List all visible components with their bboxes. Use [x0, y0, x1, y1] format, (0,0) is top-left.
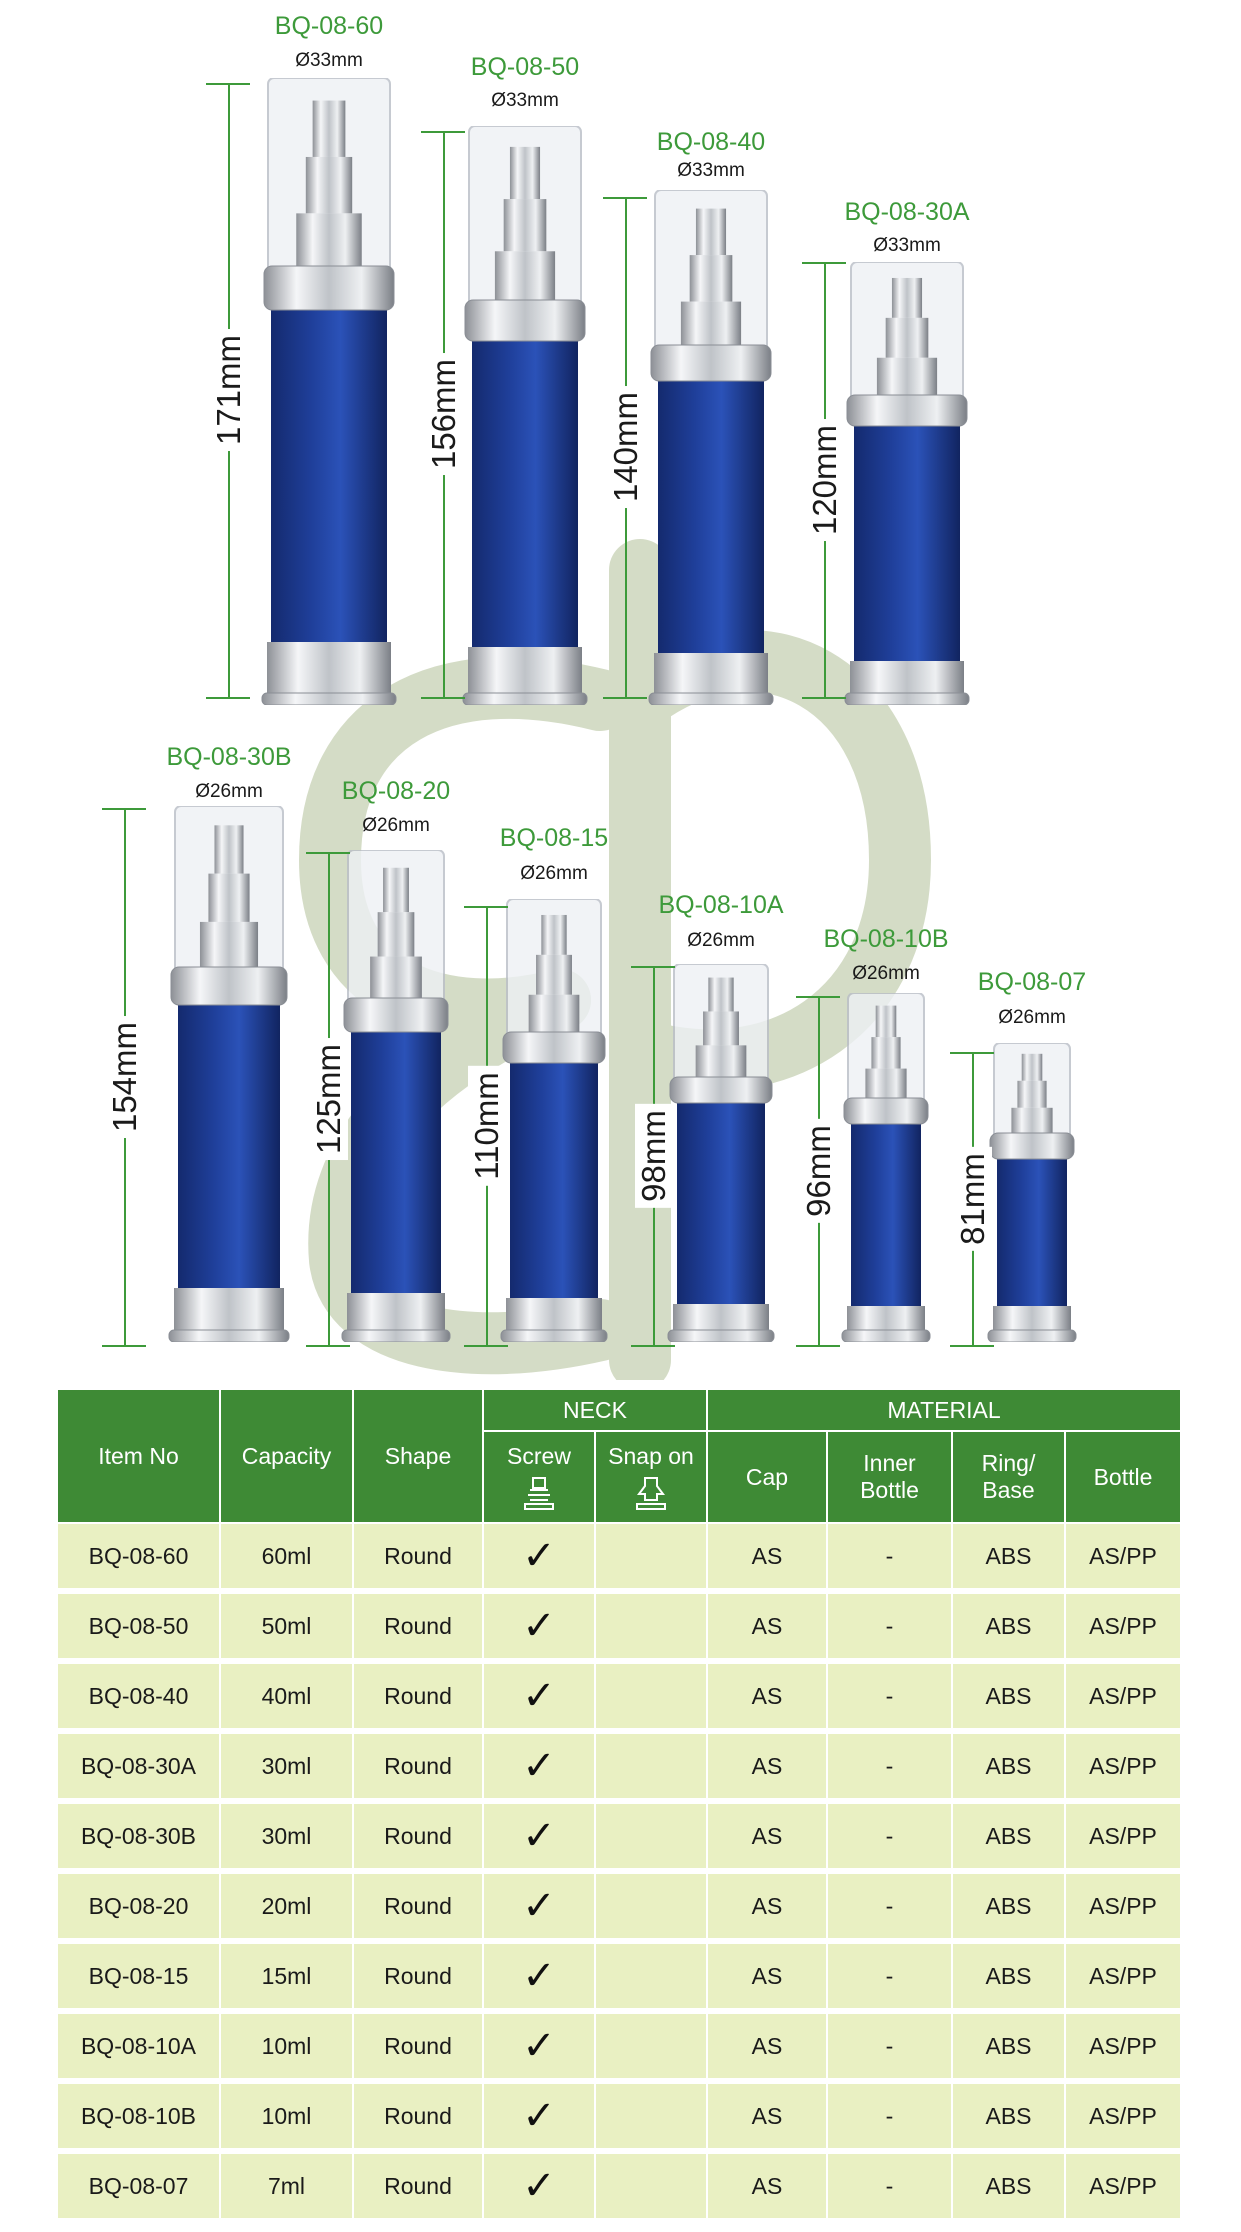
bottle-code-label: BQ-08-40: [656, 128, 766, 156]
height-dimension-tick: [950, 1345, 994, 1347]
cell-capacity: 30ml: [221, 1734, 354, 1804]
cell-screw: [484, 2084, 596, 2154]
cell-screw: [484, 2154, 596, 2224]
check-mark-icon: ✓: [522, 1883, 556, 1929]
height-dimension-tick: [802, 697, 846, 699]
cell-item-no: BQ-08-40: [58, 1664, 221, 1734]
bottle-code-label: BQ-08-20: [341, 777, 451, 805]
cell-ring-base: ABS: [953, 1594, 1066, 1664]
height-dimension-tick: [306, 1345, 350, 1347]
header-cap: Cap: [708, 1432, 828, 1524]
check-mark-icon: ✓: [522, 1953, 556, 1999]
cell-snap-on: [596, 2014, 708, 2084]
cell-snap-on: [596, 1594, 708, 1664]
cell-capacity: 15ml: [221, 1944, 354, 2014]
cell-snap-on: [596, 2154, 708, 2224]
height-dimension-tick: [464, 1345, 508, 1347]
cell-cap: AS: [708, 1734, 828, 1804]
header-bottle: Bottle: [1066, 1432, 1180, 1524]
cell-screw: [484, 1734, 596, 1804]
header-capacity: Capacity: [221, 1390, 354, 1524]
cell-bottle: AS/PP: [1066, 1944, 1180, 2014]
bottle-diameter-label: Ø33mm: [295, 50, 363, 71]
cell-item-no: BQ-08-20: [58, 1874, 221, 1944]
height-dimension-tick: [421, 131, 465, 133]
check-mark-icon: ✓: [522, 2093, 556, 2139]
bottle-height-label: 171mm: [210, 329, 248, 451]
height-dimension-tick: [631, 1345, 675, 1347]
bottle-code-label: BQ-08-50: [470, 53, 580, 81]
check-mark-icon: ✓: [522, 1673, 556, 1719]
cell-inner-bottle: -: [828, 2084, 953, 2154]
bottle-height-label: 96mm: [800, 1119, 838, 1223]
bottle-diameter-label: Ø33mm: [873, 235, 941, 256]
bottle-height-label: 110mm: [468, 1066, 506, 1186]
cell-cap: AS: [708, 2084, 828, 2154]
table-row: [58, 2084, 1180, 2154]
bottle-height-label: 81mm: [954, 1147, 992, 1251]
cell-capacity: 50ml: [221, 1594, 354, 1664]
cell-inner-bottle: -: [828, 1874, 953, 1944]
height-dimension-tick: [603, 197, 647, 199]
check-mark-icon: ✓: [522, 1533, 556, 1579]
check-mark-icon: ✓: [522, 1603, 556, 1649]
cell-screw: [484, 1944, 596, 2014]
bottle-height-label: 125mm: [310, 1037, 348, 1159]
cell-cap: AS: [708, 1874, 828, 1944]
cell-cap: AS: [708, 1804, 828, 1874]
cell-item-no: BQ-08-50: [58, 1594, 221, 1664]
cell-bottle: AS/PP: [1066, 1524, 1180, 1594]
spec-table-body: [58, 1524, 1180, 2224]
header-screw-label: Screw: [507, 1442, 571, 1469]
height-dimension-tick: [796, 1345, 840, 1347]
screw-neck-icon: [522, 1474, 556, 1512]
cell-snap-on: [596, 1804, 708, 1874]
height-dimension-tick: [102, 1345, 146, 1347]
cell-inner-bottle: -: [828, 2014, 953, 2084]
cell-inner-bottle: -: [828, 1804, 953, 1874]
check-mark-icon: ✓: [522, 1743, 556, 1789]
bottle-illustration: [843, 262, 971, 710]
cell-capacity: 7ml: [221, 2154, 354, 2224]
cell-bottle: AS/PP: [1066, 2154, 1180, 2224]
table-row: [58, 2014, 1180, 2084]
cell-snap-on: [596, 2084, 708, 2154]
height-dimension-tick: [464, 906, 508, 908]
bottle-diameter-label: Ø26mm: [362, 815, 430, 836]
bottle-height-label: 140mm: [607, 386, 645, 508]
bottle-illustration: [986, 1043, 1078, 1347]
spec-table: [58, 1390, 1180, 2224]
cell-screw: [484, 1664, 596, 1734]
cell-ring-base: ABS: [953, 1734, 1066, 1804]
bottle-height-label: 154mm: [106, 1015, 144, 1137]
table-row: [58, 1944, 1180, 2014]
cell-bottle: AS/PP: [1066, 1664, 1180, 1734]
cell-capacity: 30ml: [221, 1804, 354, 1874]
cell-cap: AS: [708, 1664, 828, 1734]
bottle-code-label: BQ-08-30B: [166, 743, 292, 771]
height-dimension-tick: [796, 996, 840, 998]
cell-screw: [484, 2014, 596, 2084]
cell-cap: AS: [708, 1524, 828, 1594]
cell-inner-bottle: -: [828, 1944, 953, 2014]
bottle-illustration: [499, 899, 609, 1347]
cell-capacity: 10ml: [221, 2084, 354, 2154]
bottle-height-label: 156mm: [425, 353, 463, 475]
table-row: [58, 1874, 1180, 1944]
cell-bottle: AS/PP: [1066, 2084, 1180, 2154]
snap-neck-icon: [634, 1474, 668, 1512]
cell-cap: AS: [708, 2014, 828, 2084]
header-material: MATERIAL: [708, 1390, 1180, 1432]
cell-cap: AS: [708, 1944, 828, 2014]
table-row: [58, 1664, 1180, 1734]
bottle-diameter-label: Ø26mm: [998, 1007, 1066, 1028]
cell-capacity: 40ml: [221, 1664, 354, 1734]
cell-item-no: BQ-08-30B: [58, 1804, 221, 1874]
cell-screw: [484, 1524, 596, 1594]
bottle-diameter-label: Ø33mm: [677, 160, 745, 181]
bottle-code-label: BQ-08-60: [274, 12, 384, 40]
bottle-code-label: BQ-08-30A: [844, 198, 970, 226]
header-ring-base: Ring/ Base: [953, 1432, 1066, 1524]
cell-inner-bottle: -: [828, 1734, 953, 1804]
cell-bottle: AS/PP: [1066, 1804, 1180, 1874]
height-dimension-tick: [631, 966, 675, 968]
cell-ring-base: ABS: [953, 1804, 1066, 1874]
cell-shape: Round: [354, 1734, 484, 1804]
bottle-diameter-label: Ø26mm: [852, 963, 920, 984]
table-row: [58, 2154, 1180, 2224]
cell-ring-base: ABS: [953, 2154, 1066, 2224]
check-mark-icon: ✓: [522, 2163, 556, 2209]
cell-shape: Round: [354, 1804, 484, 1874]
bottle-illustration: [461, 126, 589, 710]
cell-inner-bottle: -: [828, 1524, 953, 1594]
cell-screw: [484, 1804, 596, 1874]
header-inner-bottle: Inner Bottle: [828, 1432, 953, 1524]
height-dimension-tick: [206, 697, 250, 699]
bottle-code-label: BQ-08-07: [977, 968, 1087, 996]
header-item-no: Item No: [58, 1390, 221, 1524]
cell-snap-on: [596, 1734, 708, 1804]
cell-bottle: AS/PP: [1066, 1874, 1180, 1944]
bottle-illustration: [340, 850, 452, 1347]
cell-inner-bottle: -: [828, 1594, 953, 1664]
cell-ring-base: ABS: [953, 2014, 1066, 2084]
cell-screw: [484, 1874, 596, 1944]
height-dimension-tick: [950, 1052, 994, 1054]
table-row: [58, 1804, 1180, 1874]
height-dimension-tick: [102, 808, 146, 810]
cell-cap: AS: [708, 1594, 828, 1664]
cell-shape: Round: [354, 2154, 484, 2224]
cell-bottle: AS/PP: [1066, 1594, 1180, 1664]
table-row: [58, 1594, 1180, 1664]
cell-ring-base: ABS: [953, 1524, 1066, 1594]
cell-item-no: BQ-08-07: [58, 2154, 221, 2224]
cell-item-no: BQ-08-60: [58, 1524, 221, 1594]
cell-snap-on: [596, 1524, 708, 1594]
cell-bottle: AS/PP: [1066, 1734, 1180, 1804]
height-dimension-tick: [306, 852, 350, 854]
cell-bottle: AS/PP: [1066, 2014, 1180, 2084]
cell-shape: Round: [354, 2084, 484, 2154]
cell-capacity: 10ml: [221, 2014, 354, 2084]
cell-ring-base: ABS: [953, 1664, 1066, 1734]
cell-shape: Round: [354, 1944, 484, 2014]
bottle-code-label: BQ-08-10A: [658, 891, 784, 919]
cell-shape: Round: [354, 1524, 484, 1594]
cell-item-no: BQ-08-10A: [58, 2014, 221, 2084]
header-neck: NECK: [484, 1390, 708, 1432]
cell-item-no: BQ-08-10B: [58, 2084, 221, 2154]
height-dimension-tick: [421, 697, 465, 699]
bottle-illustration: [167, 806, 291, 1347]
cell-capacity: 60ml: [221, 1524, 354, 1594]
header-shape: Shape: [354, 1390, 484, 1524]
height-dimension-tick: [802, 262, 846, 264]
bottle-code-label: BQ-08-10B: [823, 925, 949, 953]
cell-shape: Round: [354, 2014, 484, 2084]
bottle-illustration: [647, 190, 775, 710]
cell-inner-bottle: -: [828, 2154, 953, 2224]
bottle-diameter-label: Ø26mm: [687, 930, 755, 951]
check-mark-icon: ✓: [522, 1813, 556, 1859]
bottle-diameter-label: Ø26mm: [195, 781, 263, 802]
cell-shape: Round: [354, 1594, 484, 1664]
cell-ring-base: ABS: [953, 1874, 1066, 1944]
cell-capacity: 20ml: [221, 1874, 354, 1944]
cell-ring-base: ABS: [953, 1944, 1066, 2014]
cell-inner-bottle: -: [828, 1664, 953, 1734]
bottle-illustration: [260, 78, 398, 710]
check-mark-icon: ✓: [522, 2023, 556, 2069]
bottle-diameter-label: Ø26mm: [520, 863, 588, 884]
bottle-illustration: [666, 964, 776, 1347]
header-snap-on-label: Snap on: [608, 1442, 694, 1469]
cell-shape: Round: [354, 1874, 484, 1944]
bottle-illustration: [840, 993, 932, 1347]
bottle-height-label: 120mm: [806, 418, 844, 540]
table-row: [58, 1734, 1180, 1804]
cell-snap-on: [596, 1664, 708, 1734]
bottle-height-label: 98mm: [635, 1104, 673, 1208]
height-dimension-tick: [206, 83, 250, 85]
cell-snap-on: [596, 1944, 708, 2014]
table-row: [58, 1524, 1180, 1594]
cell-ring-base: ABS: [953, 2084, 1066, 2154]
height-dimension-tick: [603, 697, 647, 699]
cell-item-no: BQ-08-30A: [58, 1734, 221, 1804]
bottle-diameter-label: Ø33mm: [491, 90, 559, 111]
header-screw: [484, 1432, 596, 1524]
cell-snap-on: [596, 1874, 708, 1944]
cell-cap: AS: [708, 2154, 828, 2224]
cell-item-no: BQ-08-15: [58, 1944, 221, 2014]
bottle-code-label: BQ-08-15: [499, 824, 609, 852]
header-snap-on: [596, 1432, 708, 1524]
cell-screw: [484, 1594, 596, 1664]
cell-shape: Round: [354, 1664, 484, 1734]
